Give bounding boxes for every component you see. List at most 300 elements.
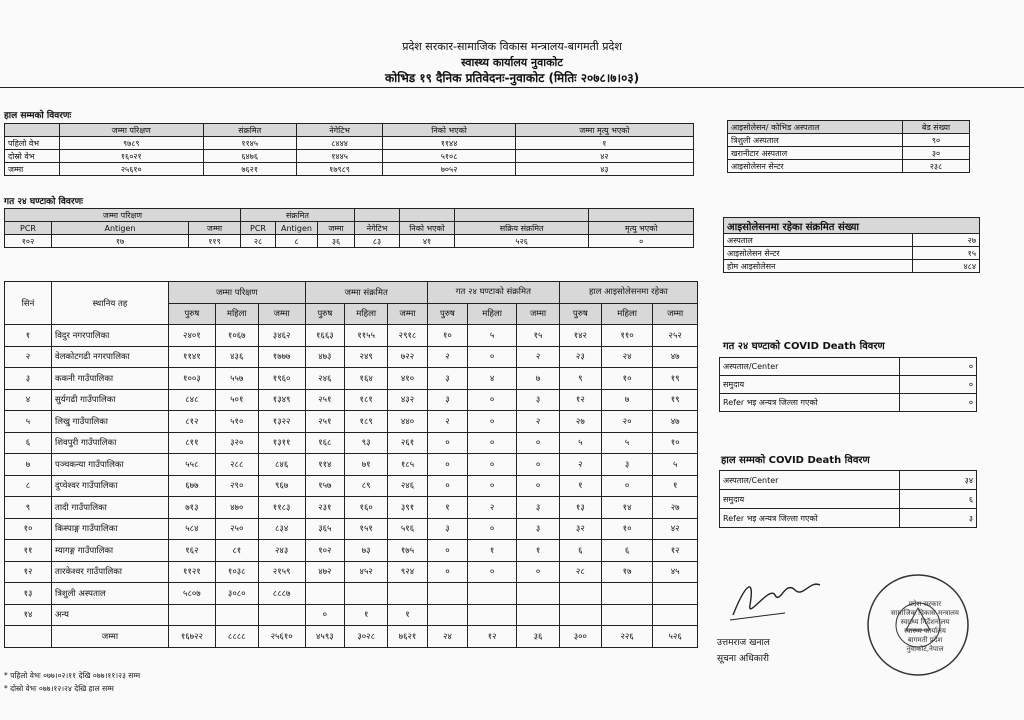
cell: [345, 583, 388, 605]
cell: १४२: [559, 325, 601, 347]
footnote-first-wave: * पहिलो वेभः ०७७।०२।११ देखि ०७७।११।२३ सम्म: [4, 671, 141, 680]
cell: ७२२: [388, 346, 428, 368]
cell: ०: [468, 389, 517, 411]
table-row: [720, 490, 977, 509]
local-level-name: ककनी गाउँपालिका: [52, 368, 169, 390]
cell: ०: [900, 376, 977, 394]
cell: १९: [653, 389, 698, 411]
cell: ८११: [169, 432, 216, 454]
serial-number: ७: [5, 454, 52, 476]
cell: १९: [653, 368, 698, 390]
cell: २८: [241, 235, 276, 248]
report-title: कोभिड १९ दैनिक प्रतिवेदनः-नुवाकोट (मितिः २०७८।७।०३): [384, 71, 640, 85]
cell: ९७८९: [60, 137, 204, 150]
cell: ६७७: [169, 475, 216, 497]
cell: ६: [601, 540, 652, 562]
cell: १६७२२: [169, 626, 216, 648]
local-level-name: म्यागङ्ग गाउँपालिका: [52, 540, 169, 562]
cell: ८३४: [258, 518, 305, 540]
cell: १३: [559, 497, 601, 519]
cell: ४१: [400, 235, 455, 248]
cell: १०६७: [215, 325, 258, 347]
cell: [169, 604, 216, 626]
cell: अस्पताल: [724, 234, 913, 247]
cell: ९०: [903, 134, 970, 147]
table-row: [724, 260, 980, 273]
cell: ३: [517, 497, 560, 519]
serial-number: १०: [5, 518, 52, 540]
table-header-row: [728, 121, 970, 134]
cell: २७: [653, 497, 698, 519]
header-cell: महिला: [345, 303, 388, 325]
cell: ११०: [601, 325, 652, 347]
cell: आइसोलेसन सेन्टर: [728, 160, 903, 173]
cell: १: [388, 604, 428, 626]
cell: १०२: [5, 235, 52, 248]
cell: ७३: [345, 540, 388, 562]
cell: ०: [468, 454, 517, 476]
table-row: [720, 471, 977, 490]
cell: २५६१०: [258, 626, 305, 648]
cell: [601, 604, 652, 626]
table-row: [724, 247, 980, 260]
cell: ९: [559, 368, 601, 390]
isolation-table: [723, 217, 980, 273]
cell: [258, 604, 305, 626]
cell: ४१०: [388, 368, 428, 390]
cell: १२: [468, 626, 517, 648]
stamp-line: सामाजिक विकास मन्त्रालय: [891, 609, 959, 617]
cell: ५५७: [215, 368, 258, 390]
cell: ०: [468, 346, 517, 368]
header-cell: जम्मा: [388, 303, 428, 325]
cell: ७६२१: [203, 163, 296, 176]
header-cell: जम्मा: [258, 303, 305, 325]
cell: ५: [601, 432, 652, 454]
stamp-line: प्रदेश सरकार: [908, 600, 942, 608]
cell: ०: [427, 540, 467, 562]
table-row: [5, 411, 698, 433]
local-level-name: तादी गाउँपालिका: [52, 497, 169, 519]
cell: १: [515, 137, 693, 150]
cell: ५५८: [169, 454, 216, 476]
cell: ३०२८: [345, 626, 388, 648]
cell: २९०: [215, 475, 258, 497]
last24-title: गत २४ घण्टाको विवरणः: [4, 197, 83, 207]
cell: आइसोलेसन सेन्टर: [724, 247, 913, 260]
cell: २५१: [305, 411, 345, 433]
cell: २: [427, 411, 467, 433]
table-row: [5, 561, 698, 583]
cell: १: [345, 604, 388, 626]
cell: ५२६: [455, 235, 589, 248]
cell: अस्पताल/Center: [720, 358, 900, 376]
cell: २४: [601, 346, 652, 368]
cell: २७: [559, 411, 601, 433]
serial-number: ५: [5, 411, 52, 433]
header-cell: सिनं: [5, 282, 52, 325]
table-header-row: [5, 124, 694, 137]
table-row: [5, 346, 698, 368]
death24-title: गत २४ घण्टाको COVID Death विवरण: [723, 341, 885, 352]
serial-number: ६: [5, 432, 52, 454]
signature-scribble: [725, 565, 825, 625]
cell: २८: [559, 561, 601, 583]
table-row: [720, 394, 977, 412]
table-row: [5, 432, 698, 454]
table-row: [728, 160, 970, 173]
local-level-name: विदुर नगरपालिका: [52, 325, 169, 347]
serial-number: १२: [5, 561, 52, 583]
cell: १५७: [305, 475, 345, 497]
cell: २४०१: [169, 325, 216, 347]
cell: ३: [427, 368, 467, 390]
header-cell: स्थानिय तह: [52, 282, 169, 325]
cell: ७: [517, 368, 560, 390]
cell: २१५९: [258, 561, 305, 583]
cell: १: [653, 475, 698, 497]
cell: २३१: [305, 497, 345, 519]
header-divider: [0, 87, 1024, 88]
header-cell: आइसोलेसन/ कोभिड अस्पताल: [728, 121, 903, 134]
cell: [388, 583, 428, 605]
local-level-name: किस्पाङ्ग गाउँपालिका: [52, 518, 169, 540]
table-row: [5, 368, 698, 390]
cell: Refer भइ अन्यत्र जिल्ला गएको: [720, 394, 900, 412]
table-row: [728, 147, 970, 160]
cell: १०: [427, 325, 467, 347]
cell: समुदाय: [720, 490, 900, 509]
cell: [517, 604, 560, 626]
cell: १४: [601, 497, 652, 519]
cell: ८९: [345, 475, 388, 497]
stamp-line: स्वास्थ्य कार्यालय: [904, 627, 946, 635]
cell: ४२: [515, 150, 693, 163]
cell: ४७२: [305, 561, 345, 583]
cell: ०: [468, 518, 517, 540]
header-cell: सक्रिय संक्रमित: [455, 222, 589, 235]
serial-number: ४: [5, 389, 52, 411]
cell: अस्पताल/Center: [720, 471, 900, 490]
header-cell: पुरुष: [305, 303, 345, 325]
header-cell: मृत्यु भएको: [589, 222, 694, 235]
table-row: [5, 475, 698, 497]
footnote-second-wave: * दोस्रो वेभः ०७७।१२।२४ देखि हाल सम्म: [4, 684, 114, 693]
cell: ७०५२: [383, 163, 515, 176]
cell: २४६: [305, 368, 345, 390]
cell: Refer भइ अन्यत्र जिल्ला गएको: [720, 509, 900, 528]
table-row: [5, 540, 698, 562]
stamp-line: स्वास्थ्य निर्देशनालय: [900, 618, 950, 626]
header-cell: जम्मा: [189, 222, 241, 235]
local-level-name: लिखु गाउँपालिका: [52, 411, 169, 433]
cell: ५८०७: [169, 583, 216, 605]
cell: ३: [517, 389, 560, 411]
cell: ०: [517, 475, 560, 497]
cell: [468, 604, 517, 626]
cell: ८३: [355, 235, 400, 248]
cell: १४४५: [296, 150, 383, 163]
cell: ५: [468, 325, 517, 347]
cell: ३६: [318, 235, 355, 248]
table-row: [724, 234, 980, 247]
table-row: [5, 163, 694, 176]
hospital-table: [727, 120, 970, 173]
cell: ०: [427, 432, 467, 454]
cell: १०: [601, 368, 652, 390]
cell: ११४१: [169, 346, 216, 368]
signatory-role: सूचना अधिकारी: [717, 654, 769, 664]
cell: १७५: [388, 540, 428, 562]
cell: ६: [559, 540, 601, 562]
cell: १: [427, 497, 467, 519]
cell: १६४: [345, 368, 388, 390]
cell: ५१६: [388, 518, 428, 540]
table-row: [5, 389, 698, 411]
cell: ४७: [653, 411, 698, 433]
cell: २४: [427, 626, 467, 648]
cell: ४: [468, 368, 517, 390]
cell: ५: [559, 432, 601, 454]
cell: [468, 583, 517, 605]
cell: १५: [913, 247, 980, 260]
cell: ०: [427, 454, 467, 476]
cell: ११९: [189, 235, 241, 248]
cell: [427, 604, 467, 626]
stamp-line: नुवाकोट,नेपाल: [906, 645, 944, 653]
header-cell: पुरुष: [427, 303, 467, 325]
cell: २: [517, 411, 560, 433]
cell: २३८: [903, 160, 970, 173]
local-level-name: शिवपुरी गाउँपालिका: [52, 432, 169, 454]
cell: ७१३: [169, 497, 216, 519]
header-cell: पुरुष: [169, 303, 216, 325]
cell: ०: [517, 561, 560, 583]
cell: १०३८: [215, 561, 258, 583]
cell: ८: [276, 235, 318, 248]
cell: ९२४: [388, 561, 428, 583]
serial-number: १४: [5, 604, 52, 626]
total-label: जम्मा: [52, 626, 169, 648]
header-cell: [5, 124, 60, 137]
cell: १३४९: [258, 389, 305, 411]
table-group-row: [5, 282, 698, 304]
cell: ०: [468, 561, 517, 583]
death-total-title: हाल सम्मको COVID Death विवरण: [721, 455, 870, 466]
serial-number: ३: [5, 368, 52, 390]
cell: १: [468, 540, 517, 562]
cell: [653, 604, 698, 626]
local-level-table: [4, 281, 698, 648]
cell: ४५: [653, 561, 698, 583]
cell: [5, 626, 52, 648]
local-level-name: पञ्चकन्या गाउँपालिका: [52, 454, 169, 476]
cell: ०: [601, 475, 652, 497]
table-row: [5, 150, 694, 163]
header-cell: जम्मा: [517, 303, 560, 325]
header-cell: Antigen: [52, 222, 189, 235]
cell: ११४४: [383, 137, 515, 150]
cell: ७१: [345, 454, 388, 476]
signatory-name: उत्तमराज खनाल: [717, 638, 770, 648]
table-row: [728, 134, 970, 147]
table-row: [720, 509, 977, 528]
group-header-infected: संक्रमित: [241, 209, 355, 222]
header-cell: जम्मा मृत्यु भएको: [515, 124, 693, 137]
cell: ४३: [515, 163, 693, 176]
cell: ३: [601, 454, 652, 476]
cell: २५२: [653, 325, 698, 347]
cell: ५०१: [215, 389, 258, 411]
table-header-row: [724, 218, 980, 234]
serial-number: ११: [5, 540, 52, 562]
cell: २५६१०: [60, 163, 204, 176]
cell: ५२६: [653, 626, 698, 648]
cell: [559, 583, 601, 605]
cell: ०: [468, 475, 517, 497]
table-row: [5, 325, 698, 347]
header-cell: महिला: [468, 303, 517, 325]
cell: १६०२१: [60, 150, 204, 163]
table-row: [720, 358, 977, 376]
table-header-row: [5, 222, 694, 235]
cell: ४३६: [215, 346, 258, 368]
cell: ११८३: [258, 497, 305, 519]
cell: १००३: [169, 368, 216, 390]
serial-number: ९: [5, 497, 52, 519]
cell: ४५२: [345, 561, 388, 583]
serial-number: २: [5, 346, 52, 368]
cell: ४२: [653, 518, 698, 540]
cell: २: [559, 454, 601, 476]
cumulative-table: [4, 123, 694, 176]
cell: ११४: [305, 454, 345, 476]
cell: ८८८८: [215, 626, 258, 648]
cell: ९३: [345, 432, 388, 454]
cell: १९६०: [258, 368, 305, 390]
cell: ०: [305, 604, 345, 626]
cell: ३०: [903, 147, 970, 160]
cell: ३००: [559, 626, 601, 648]
cell: ३६५: [305, 518, 345, 540]
header-cell: महिला: [215, 303, 258, 325]
table-row: [5, 137, 694, 150]
cell: २४३: [258, 540, 305, 562]
cell: ०: [900, 358, 977, 376]
header-cell: जम्मा: [318, 222, 355, 235]
cell: होम आइसोलेसन: [724, 260, 913, 273]
cell: २९१८: [388, 325, 428, 347]
cell: १७: [52, 235, 189, 248]
cell: ८८८७: [258, 583, 305, 605]
cell: १६०: [345, 497, 388, 519]
cell: १६६३: [305, 325, 345, 347]
cell: १८१: [345, 389, 388, 411]
cell: [305, 583, 345, 605]
local-level-name: अन्य: [52, 604, 169, 626]
cell: १८९: [345, 411, 388, 433]
cell: २: [427, 346, 467, 368]
table-row: [5, 235, 694, 248]
cell: १३२२: [258, 411, 305, 433]
group-header-24h: गत २४ घण्टाको संक्रमित: [427, 282, 559, 304]
cell: ०: [468, 432, 517, 454]
cell: ३६: [517, 626, 560, 648]
cell: ५१०८: [383, 150, 515, 163]
last24-table: [4, 208, 694, 248]
serial-number: ८: [5, 475, 52, 497]
cell: २३: [559, 346, 601, 368]
cell: २: [517, 346, 560, 368]
cell: ०: [900, 394, 977, 412]
cell: ५८४: [169, 518, 216, 540]
header-cell: Antigen: [276, 222, 318, 235]
cell: ०: [427, 475, 467, 497]
total-row: [5, 626, 698, 648]
cell: ३: [427, 389, 467, 411]
cell: [427, 583, 467, 605]
cell: २८८: [215, 454, 258, 476]
cell: ३४: [900, 471, 977, 490]
header-cell: नेगेटिभ: [355, 222, 400, 235]
local-level-name: तारकेश्वर गाउँपालिका: [52, 561, 169, 583]
cell: ३२: [559, 518, 601, 540]
cell: १७७७: [258, 346, 305, 368]
cell: १७९८९: [296, 163, 383, 176]
group-header-infected: जम्मा संक्रमित: [305, 282, 427, 304]
header-cell: पुरुष: [559, 303, 601, 325]
cell: ८१२: [169, 411, 216, 433]
local-level-name: त्रिशुली अस्पताल: [52, 583, 169, 605]
cell: १०: [653, 432, 698, 454]
cell: ७६२१: [388, 626, 428, 648]
row-label: पहिलो वेभ: [5, 137, 60, 150]
cell: ०: [427, 561, 467, 583]
row-label: जम्मा: [5, 163, 60, 176]
header-cell: PCR: [241, 222, 276, 235]
table-row: [5, 583, 698, 605]
cell: ४७३: [305, 346, 345, 368]
header-cell: जम्मा परिक्षण: [60, 124, 204, 137]
header-cell: बेड संख्या: [903, 121, 970, 134]
header-cell: संक्रमित: [203, 124, 296, 137]
office-title: स्वास्थ्य कार्यालय नुवाकोट: [461, 56, 563, 69]
cell: १५: [517, 325, 560, 347]
serial-number: १: [5, 325, 52, 347]
cell: २०: [601, 411, 652, 433]
table-row: [720, 376, 977, 394]
stamp-text: [880, 600, 970, 654]
table-row: [5, 497, 698, 519]
cell: ५१०: [215, 411, 258, 433]
cell: [559, 604, 601, 626]
group-header-test: जम्मा परिक्षण: [5, 209, 241, 222]
cumulative-title: हाल सम्मको विवरणः: [4, 111, 72, 121]
cell: १: [559, 475, 601, 497]
cell: ४५९३: [305, 626, 345, 648]
group-header-test: जम्मा परिक्षण: [169, 282, 306, 304]
ministry-title: प्रदेश सरकार-सामाजिक विकास मन्त्रालय-बागमती प्रदेश: [402, 40, 622, 53]
cell: त्रिशुली अस्पताल: [728, 134, 903, 147]
cell: ९६७: [258, 475, 305, 497]
header-cell: महिला: [601, 303, 652, 325]
cell: ८४८: [169, 389, 216, 411]
cell: ०: [517, 432, 560, 454]
cell: २४६: [388, 475, 428, 497]
cell: १२: [653, 540, 698, 562]
death24-table: [719, 357, 977, 412]
cell: १०: [601, 518, 652, 540]
